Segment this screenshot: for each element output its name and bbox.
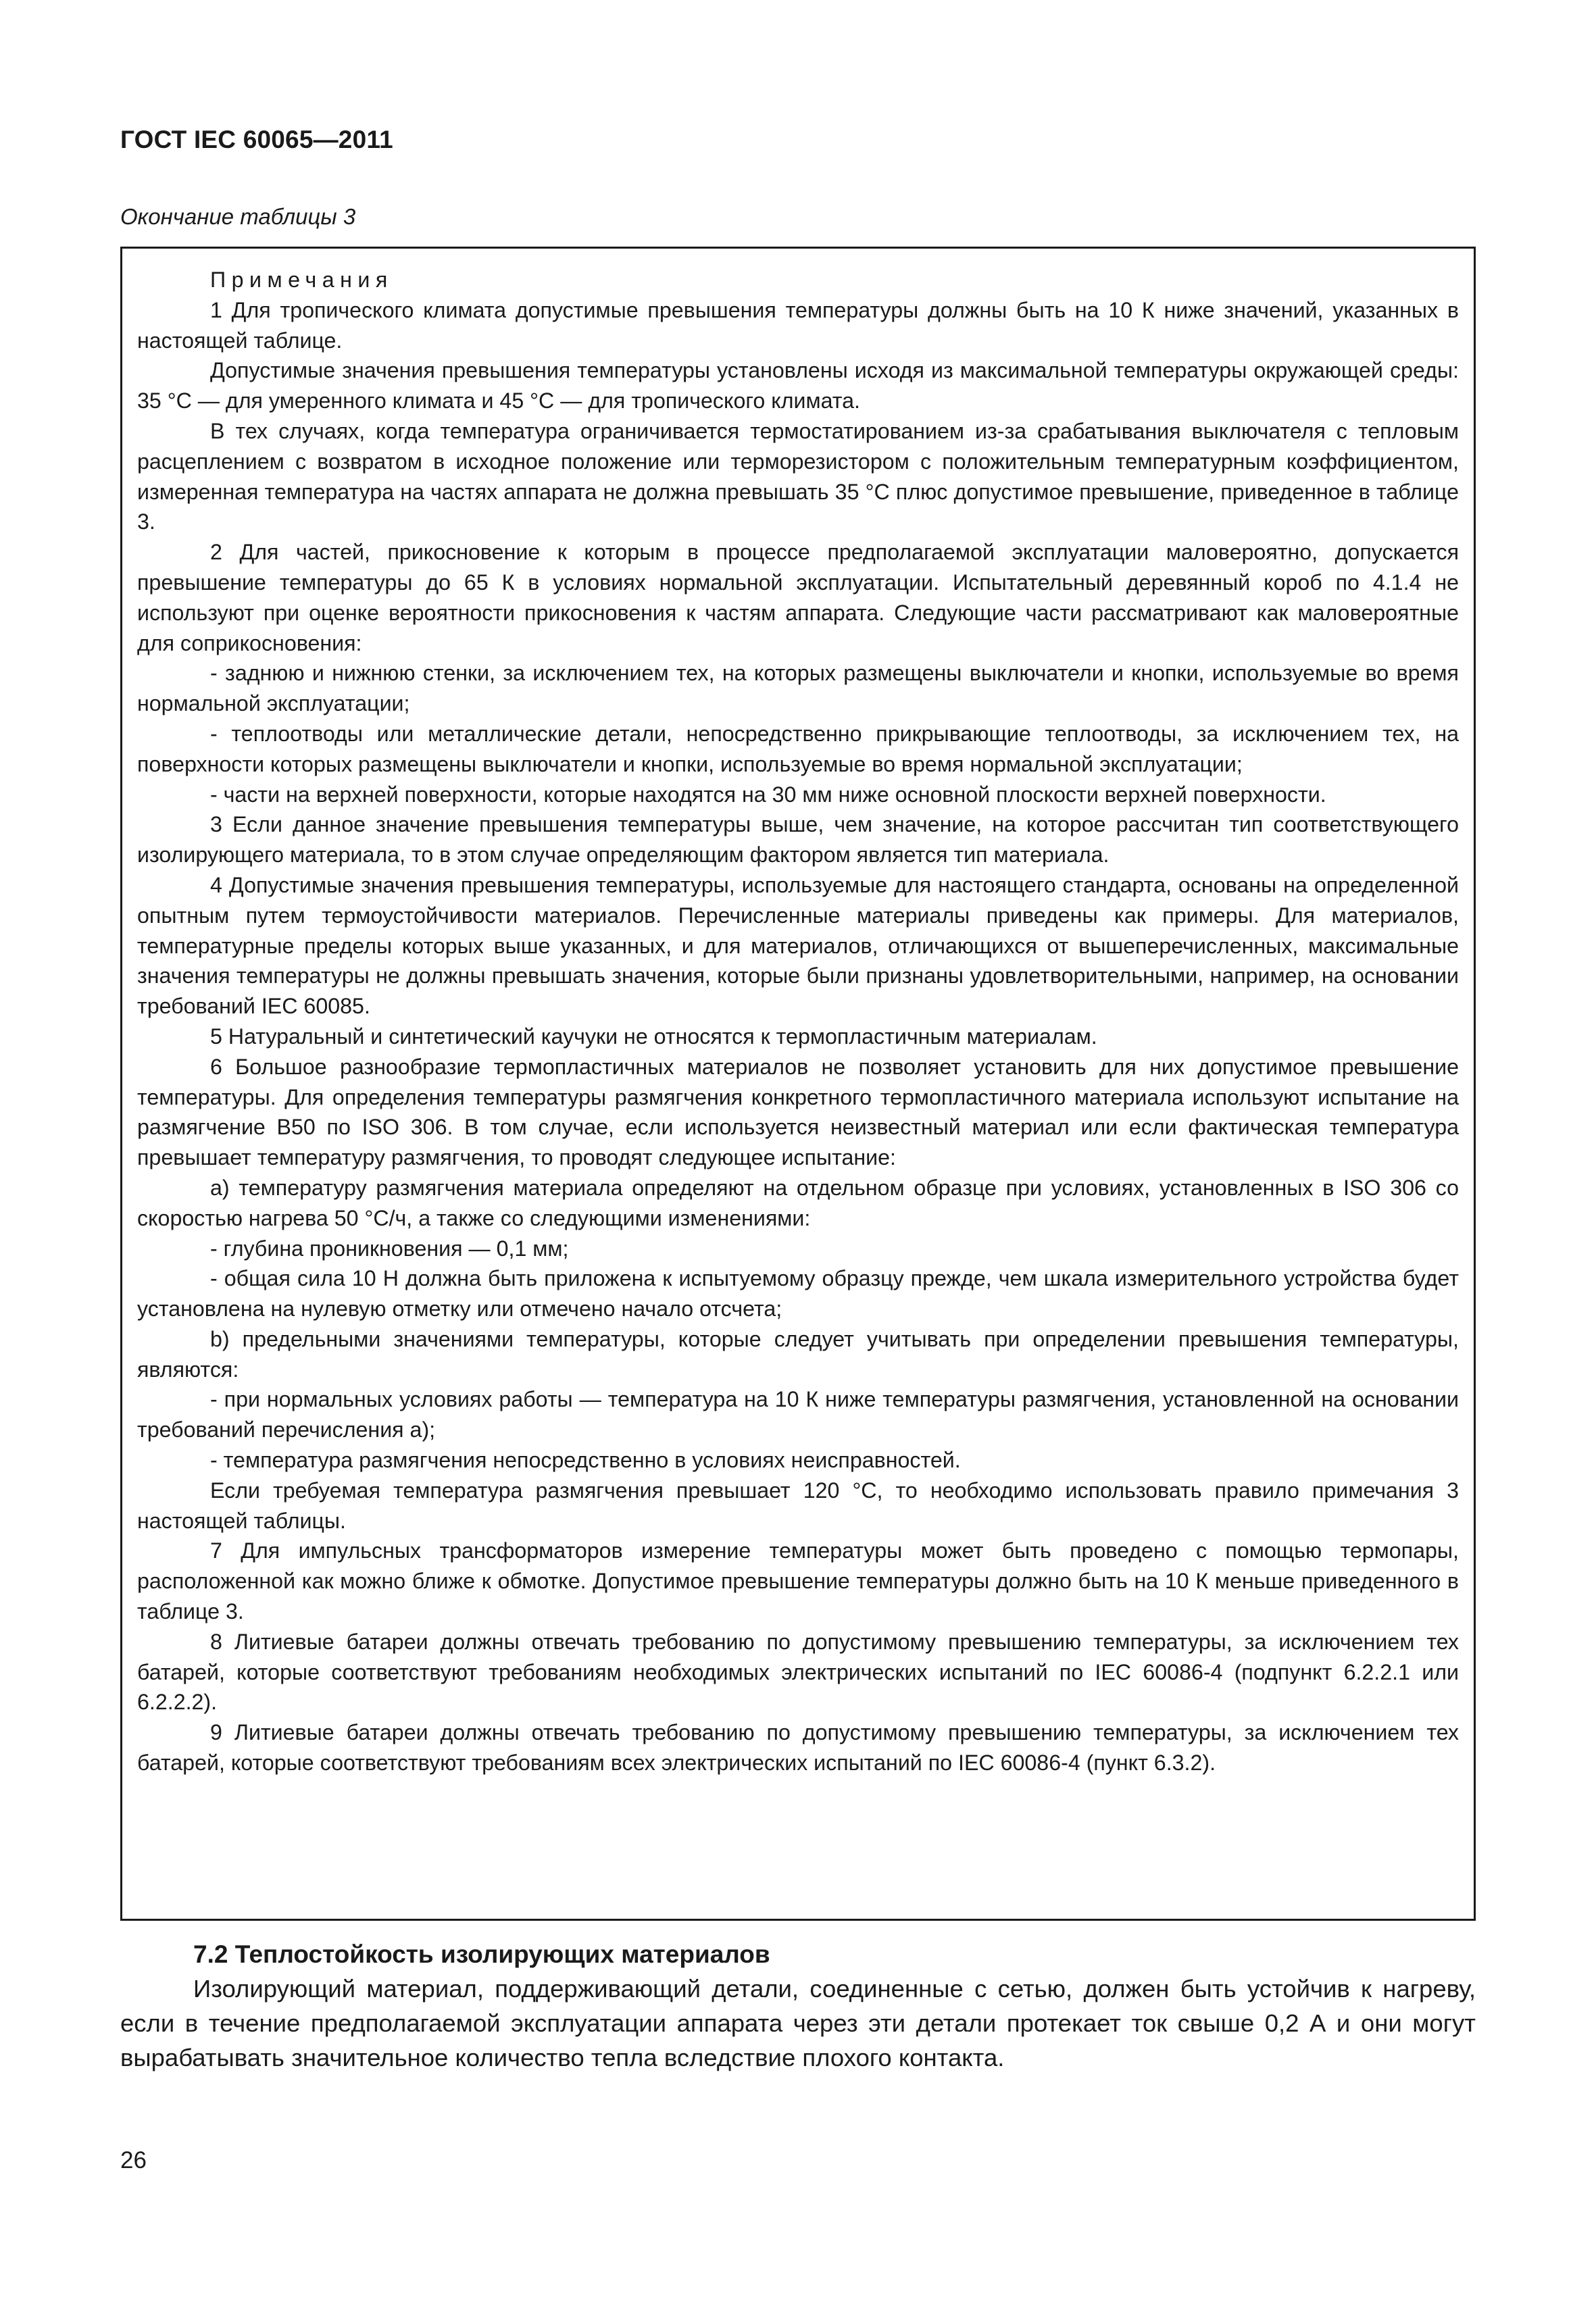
note-paragraph: 3 Если данное значение превышения температуры выше, чем значение, на которое рассчитан тип соответствующего изолирующего материала, то в этом случае определяющим фактором является тип материала. [137, 812, 1459, 867]
note-paragraph: 7 Для импульсных трансформаторов измерение температуры может быть проведено с помощью термопары, расположенной как можно ближе к обмотке. Допустимое превышение температуры должно быть на 10 К меньше приведенного в таблице 3. [137, 1538, 1459, 1624]
section-heading: 7.2 Теплостойкость изолирующих материалов [193, 1940, 770, 1968]
note-list-item: a) температуру размягчения материала определяют на отдельном образце при условиях, установленных в ISO 306 со скоростью нагрева 50 °С/ч, а также со следующими изменениями: [137, 1175, 1459, 1230]
note-paragraph: 5 Натуральный и синтетический каучуки не относятся к термопластичным материалам. [210, 1024, 1097, 1049]
note-list-item: - общая сила 10 Н должна быть приложена к испытуемому образцу прежде, чем шкала измерительного устройства будет установлена на нулевую отметку или отмечено начало отсчета; [137, 1266, 1459, 1322]
table-caption: Окончание таблицы 3 [120, 204, 356, 229]
notes-title: Примечания [210, 268, 393, 292]
note-list-item: - глубина проникновения — 0,1 мм; [210, 1236, 569, 1261]
note-paragraph: 4 Допустимые значения превышения температуры, используемые для настоящего стандарта, основаны на определенной опытным путем термоустойчивости материалов. Перечисленные материалы приведены как примеры. Для материалов, температурные пределы которых выше указанных, и для материалов, отличающихся от вышеперечисленных, максимальные значения температуры не должны превышать значения, которые были признаны удовлетворительными, например, на основании требований IEC 60085. [137, 872, 1459, 1019]
note-list-item: - при нормальных условиях работы — температура на 10 К ниже температуры размягчения, установленной на основании требований перечисления а); [137, 1387, 1459, 1442]
section-body: Изолирующий материал, поддерживающий детали, соединенные с сетью, должен быть устойчив к нагреву, если в течение предполагаемой эксплуатации аппарата через эти детали протекает ток свыше 0,2 А и они могут вырабатывать значительное количество тепла вследствие плохого контакта. [120, 1975, 1476, 2071]
note-paragraph: Допустимые значения превышения температуры установлены исходя из максимальной температуры окружающей среды: 35 °С — для умеренного климата и 45 °С — для тропического климата. [137, 358, 1459, 413]
note-paragraph: Если требуемая температура размягчения превышает 120 °С, то необходимо использовать правило примечания 3 настоящей таблицы. [137, 1478, 1459, 1533]
note-list-item: - заднюю и нижнюю стенки, за исключением тех, на которых размещены выключатели и кнопки, используемые во время нормальной эксплуатации; [137, 661, 1459, 716]
document-id: ГОСТ IEC 60065—2011 [120, 126, 393, 153]
note-paragraph: 8 Литиевые батареи должны отвечать требованию по допустимому превышению температуры, за исключением тех батарей, которые соответствуют требованиям необходимых электрических испытаний по IEC 60086-4 (подпункт 6.2.2.1 или 6.2.2.2). [137, 1629, 1459, 1715]
note-list-item: b) предельными значениями температуры, которые следует учитывать при определении превышения температуры, являются: [137, 1326, 1459, 1382]
note-list-item: - температура размягчения непосредственно в условиях неисправностей. [210, 1448, 961, 1473]
section-7-2 [120, 1938, 1476, 2075]
note-list-item: - теплоотводы или металлические детали, непосредственно прикрывающие теплоотводы, за исключением тех, на поверхности которых размещены выключатели и кнопки, используемые во время нормальной эксплуатации; [137, 721, 1459, 776]
note-paragraph: 6 Большое разнообразие термопластичных материалов не позволяет установить для них допустимое превышение температуры. Для определения температуры размягчения конкретного термопластичного материала используют испытание на размягчение В50 по ISO 306. В том случае, если используется неизвестный материал или если фактическая температура превышает температуру размягчения, то проводят следующее испытание: [137, 1054, 1459, 1170]
page-number: 26 [120, 2147, 147, 2173]
note-list-item: - части на верхней поверхности, которые находятся на 30 мм ниже основной плоскости верхней поверхности. [210, 782, 1326, 807]
notes-table [120, 247, 1476, 1921]
note-paragraph: 2 Для частей, прикосновение к которым в процессе предполагаемой эксплуатации маловероятно, допускается превышение температуры до 65 К в условиях нормальной эксплуатации. Испытательный деревянный короб по 4.1.4 не используют при оценке вероятности прикосновения к частям аппарата. Следующие части рассматривают как маловероятные для соприкосновения: [137, 540, 1459, 655]
note-paragraph: 9 Литиевые батареи должны отвечать требованию по допустимому превышению температуры, за исключением тех батарей, которые соответствуют требованиям всех электрических испытаний по IEC 60086-4 (пункт 6.3.2). [137, 1720, 1459, 1776]
note-paragraph: 1 Для тропического климата допустимые превышения температуры должны быть на 10 К ниже значений, указанных в настоящей таблице. [137, 297, 1459, 353]
note-paragraph: В тех случаях, когда температура ограничивается термостатированием из-за срабатывания выключателя с тепловым расцеплением с возвратом в исходное положение или терморезистором с положительным температурным коэффициентом, измеренная температура на частях аппарата не должна превышать 35 °С плюс допустимое превышение, приведенное в таблице 3. [137, 418, 1459, 534]
